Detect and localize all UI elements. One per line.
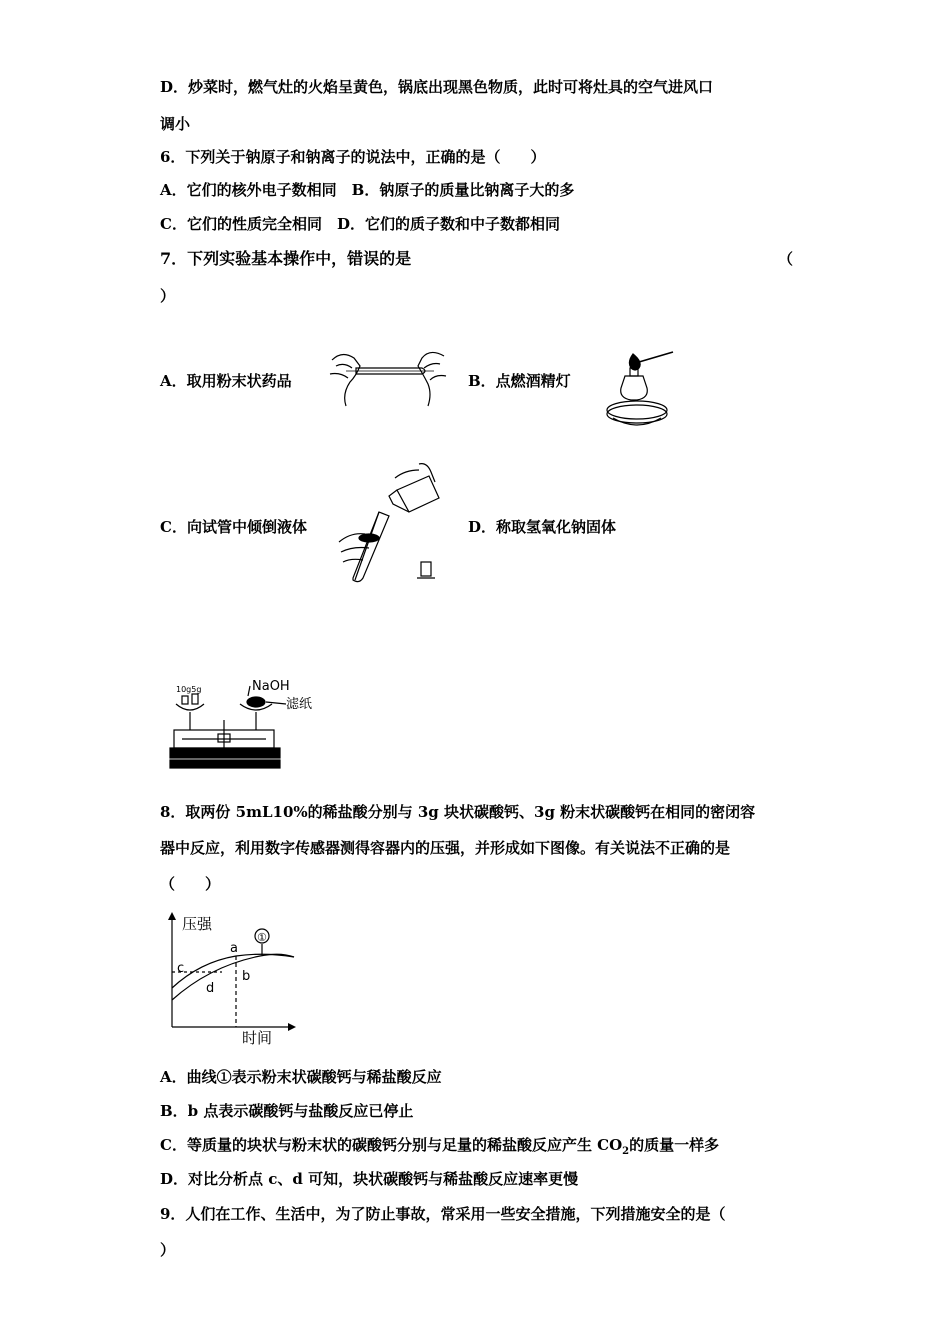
q7-option-c: C．向试管中倾倒液体 — [160, 518, 307, 536]
q6-stem: 6．下列关于钠原子和钠离子的说法中，正确的是（ ） — [160, 148, 546, 166]
curve-1-label: ① — [257, 931, 267, 944]
q8-option-c — [160, 1135, 719, 1162]
q6-options-cd: C．它们的性质完全相同 D．它们的质子数和中子数都相同 — [160, 215, 560, 233]
q8-option-b: B．b 点表示碳酸钙与盐酸反应已停止 — [160, 1102, 414, 1120]
q8-stem-line3: （ ） — [160, 875, 221, 893]
q8-option-a: A．曲线①表示粉末状碳酸钙与稀盐酸反应 — [160, 1068, 442, 1086]
x-axis-label: 时间 — [242, 1029, 273, 1047]
q7-paren-open: （ — [778, 250, 794, 268]
q5-option-d-line1: D．炒菜时，燃气灶的火焰呈黄色，锅底出现黑色物质，此时可将灶具的空气进风口 — [160, 78, 714, 96]
q8-stem-line1: 8．取两份 5mL10%的稀盐酸分别与 3g 块状碳酸钙、3g 粉末状碳酸钙在相同的密闭容 — [160, 803, 756, 821]
q8-option-c-pre: C．等质量的块状与粉末状的碳酸钙分别与足量的稀盐酸反应产生 CO — [160, 1136, 623, 1154]
q7-option-a: A．取用粉末状药品 — [160, 372, 292, 390]
q8-option-c-post: 的质量一样多 — [629, 1136, 720, 1154]
balance-paper-label: 滤纸 — [286, 697, 313, 712]
pour-liquid-figure — [335, 462, 445, 586]
balance-weights-label: 10g5g — [176, 685, 202, 694]
q7-option-d: D．称取氢氧化钠固体 — [468, 518, 617, 536]
q6-options-ab: A．它们的核外电子数相同 B．钠原子的质量比钠离子大的多 — [160, 181, 575, 199]
y-axis-label: 压强 — [182, 915, 213, 933]
curve-2 — [172, 954, 294, 1000]
balance-scale-figure — [168, 676, 313, 774]
curve-1 — [172, 954, 294, 988]
q9-stem-line2: ） — [160, 1241, 176, 1259]
q8-option-d: D．对比分析点 c、d 可知，块状碳酸钙与稀盐酸反应速率更慢 — [160, 1170, 579, 1188]
alcohol-lamp-figure — [603, 348, 675, 430]
q5-option-d-line2: 调小 — [160, 115, 191, 133]
q7-paren-close: ） — [160, 287, 176, 305]
powder-spatula-figure — [326, 346, 450, 408]
point-d-label: d — [206, 981, 215, 996]
q7-stem: 7．下列实验基本操作中，错误的是 — [160, 249, 412, 268]
pressure-time-graph — [160, 910, 310, 1050]
balance-naoh-label: NaOH — [252, 679, 290, 694]
point-b-label: b — [242, 969, 251, 984]
q7-option-b: B．点燃酒精灯 — [468, 372, 571, 390]
q8-option-c-sub: 2 — [622, 1146, 630, 1157]
q8-stem-line2: 器中反应，利用数字传感器测得容器内的压强，并形成如下图像。有关说法不正确的是 — [160, 839, 731, 857]
point-a-label: a — [230, 941, 238, 956]
point-c-label: c — [177, 961, 185, 976]
q9-stem-line1: 9．人们在工作、生活中，为了防止事故，常采用一些安全措施，下列措施安全的是（ — [160, 1205, 726, 1223]
